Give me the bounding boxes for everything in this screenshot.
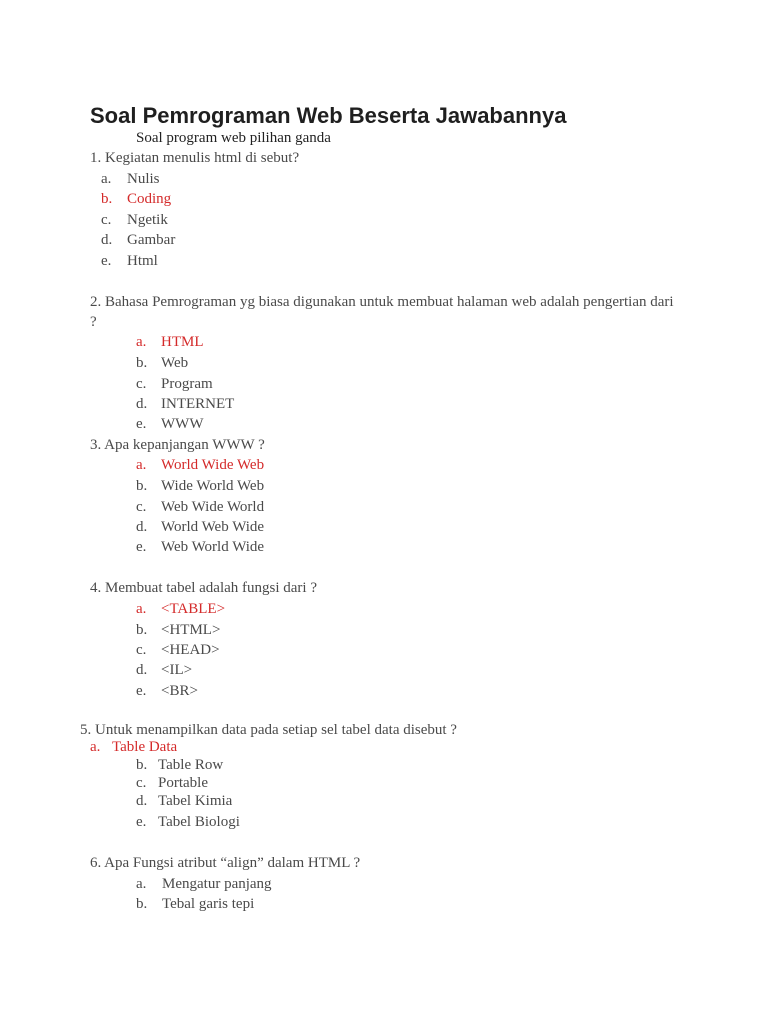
question-text: 1. Kegiatan menulis html di sebut? [90, 150, 300, 166]
option-text: <BR> [161, 683, 198, 699]
option-letter: a. [136, 334, 147, 350]
correct-answer-text: World Wide Web [161, 457, 265, 473]
correct-answer-text: Coding [127, 191, 172, 207]
option-letter: b. [101, 191, 113, 207]
option-letter: c. [136, 775, 147, 791]
document-subtitle: Soal program web pilihan ganda [136, 130, 331, 146]
option-text: Table Row [158, 757, 224, 773]
option-text: Ngetik [127, 212, 168, 228]
option-text: Tabel Biologi [158, 814, 240, 830]
option-text: <HTML> [161, 622, 221, 638]
option-letter: b. [136, 896, 148, 912]
option-letter: d. [136, 793, 148, 809]
option-letter: a. [136, 876, 147, 892]
option-letter: c. [101, 212, 112, 228]
option-letter: c. [136, 499, 147, 515]
option-letter: e. [136, 539, 147, 555]
option-text: INTERNET [161, 396, 235, 412]
option-letter: d. [101, 232, 113, 248]
document-title: Soal Pemrograman Web Beserta Jawabannya [90, 103, 567, 128]
option-letter: a. [101, 171, 112, 187]
correct-answer-text: Table Data [112, 739, 178, 755]
correct-answer-text: HTML [161, 334, 204, 350]
option-text: Mengatur panjang [162, 876, 272, 892]
option-text: Tabel Kimia [158, 793, 233, 809]
option-text: World Web Wide [161, 519, 265, 535]
question-text: 2. Bahasa Pemrograman yg biasa digunakan untuk membuat halaman web adalah pengertian dari [90, 294, 674, 310]
option-letter: c. [136, 642, 147, 658]
correct-answer-text: <TABLE> [161, 601, 226, 617]
option-text: Program [161, 376, 213, 392]
option-letter: c. [136, 376, 147, 392]
option-text: Portable [158, 775, 208, 791]
option-text: Gambar [127, 232, 176, 248]
option-letter: e. [136, 683, 147, 699]
option-letter: b. [136, 478, 148, 494]
option-letter: e. [101, 253, 112, 269]
option-text: Html [127, 253, 158, 269]
option-letter: b. [136, 622, 148, 638]
option-text: <HEAD> [161, 642, 220, 658]
option-text: Nulis [127, 171, 160, 187]
option-letter: a. [136, 457, 147, 473]
option-text: Web [161, 355, 189, 371]
option-text: Tebal garis tepi [162, 896, 255, 912]
question-text-continued: ? [90, 314, 97, 330]
option-letter: e. [136, 416, 147, 432]
option-text: Web Wide World [161, 499, 265, 515]
option-letter: d. [136, 396, 148, 412]
option-letter: b. [136, 355, 148, 371]
option-letter: b. [136, 757, 148, 773]
option-letter: e. [136, 814, 147, 830]
option-letter: a. [136, 601, 147, 617]
option-text: <IL> [161, 662, 193, 678]
question-text: 5. Untuk menampilkan data pada setiap sel tabel data disebut ? [80, 722, 457, 738]
option-text: Web World Wide [161, 539, 265, 555]
question-text: 3. Apa kepanjangan WWW ? [90, 437, 265, 453]
question-text: 4. Membuat tabel adalah fungsi dari ? [90, 580, 318, 596]
option-letter: a. [90, 739, 101, 755]
option-text: Wide World Web [161, 478, 265, 494]
option-letter: d. [136, 519, 148, 535]
question-text: 6. Apa Fungsi atribut “align” dalam HTML ? [90, 855, 361, 871]
option-text: WWW [161, 416, 204, 432]
option-letter: d. [136, 662, 148, 678]
